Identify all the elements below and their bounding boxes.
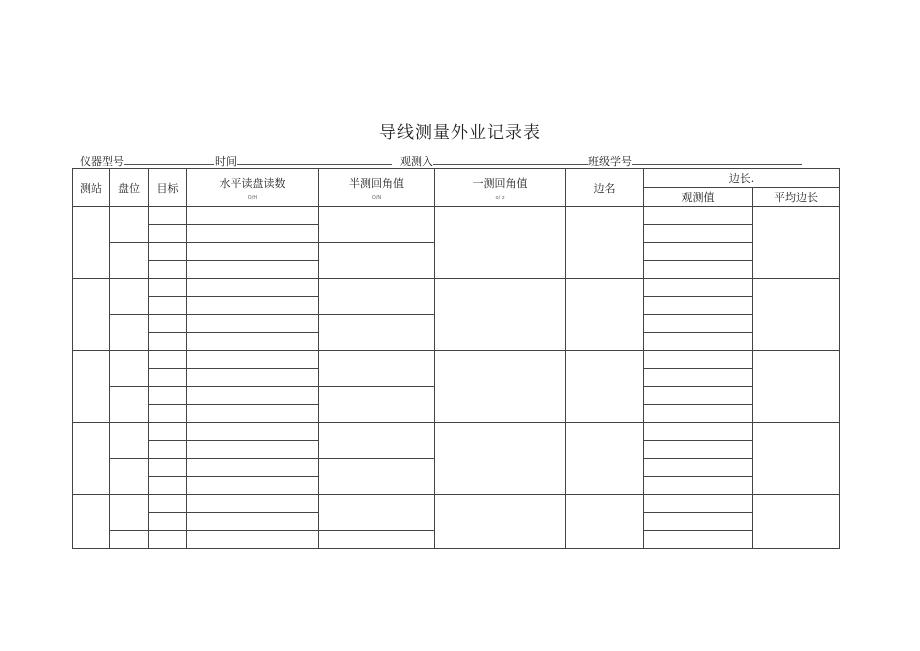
header-full-angle (435, 169, 566, 207)
observed-cell[interactable] (644, 405, 753, 423)
half-angle-cell[interactable] (319, 531, 435, 549)
average-cell[interactable] (753, 495, 840, 549)
face-cell[interactable] (110, 459, 149, 495)
half-angle-cell[interactable] (319, 207, 435, 243)
observed-cell[interactable] (644, 369, 753, 387)
target-cell[interactable] (149, 297, 187, 315)
half-angle-cell[interactable] (319, 423, 435, 459)
header-reading (187, 169, 319, 207)
length-suffix: . (750, 172, 755, 185)
half-angle-cell[interactable] (319, 459, 435, 495)
header-observed: 观测值 (644, 188, 753, 207)
reading-unit: O/H (247, 194, 258, 201)
full-angle-cell[interactable] (435, 495, 566, 549)
reading-cell[interactable] (187, 441, 319, 459)
observed-cell[interactable] (644, 225, 753, 243)
observed-cell[interactable] (644, 333, 753, 351)
average-cell[interactable] (753, 423, 840, 495)
average-cell[interactable] (753, 351, 840, 423)
target-cell[interactable] (149, 261, 187, 279)
side-cell[interactable] (566, 495, 644, 549)
station-cell[interactable] (73, 423, 110, 495)
reading-cell[interactable] (187, 207, 319, 225)
class-id-label: 班级学号 (588, 155, 632, 168)
face-cell[interactable] (110, 423, 149, 459)
observed-cell[interactable] (644, 459, 753, 477)
face-cell[interactable] (110, 315, 149, 351)
target-cell[interactable] (149, 369, 187, 387)
reading-cell[interactable] (187, 261, 319, 279)
target-cell[interactable] (149, 513, 187, 531)
target-cell[interactable] (149, 333, 187, 351)
reading-cell[interactable] (187, 279, 319, 297)
observed-cell[interactable] (644, 279, 753, 297)
target-cell[interactable] (149, 207, 187, 225)
reading-cell[interactable] (187, 243, 319, 261)
length-label: 边长 (728, 172, 751, 185)
half-angle-unit: O/N (371, 194, 382, 201)
header-face: 盘位 (110, 169, 149, 207)
target-cell[interactable] (149, 279, 187, 297)
reading-cell[interactable] (187, 459, 319, 477)
observed-cell[interactable] (644, 243, 753, 261)
side-cell[interactable] (566, 279, 644, 351)
station-cell[interactable] (73, 495, 110, 549)
face-cell[interactable] (110, 387, 149, 423)
page-title: 导线测量外业记录表 (379, 123, 541, 143)
time-label: 时间 (215, 155, 237, 168)
header-average: 平均边长 (753, 188, 840, 207)
target-cell[interactable] (149, 315, 187, 333)
face-cell[interactable] (110, 207, 149, 243)
average-cell[interactable] (753, 207, 840, 279)
target-cell[interactable] (149, 351, 187, 369)
half-angle-cell[interactable] (319, 315, 435, 351)
reading-cell[interactable] (187, 477, 319, 495)
face-cell[interactable] (110, 351, 149, 387)
time-field[interactable] (215, 153, 392, 169)
observed-cell[interactable] (644, 441, 753, 459)
reading-label: 水平读盘读数 (219, 176, 286, 190)
observed-cell[interactable] (644, 423, 753, 441)
station-cell[interactable] (73, 207, 110, 279)
reading-cell[interactable] (187, 423, 319, 441)
half-angle-cell[interactable] (319, 243, 435, 279)
full-angle-cell[interactable] (435, 279, 566, 351)
reading-cell[interactable] (187, 531, 319, 549)
face-cell[interactable] (110, 531, 149, 549)
full-angle-cell[interactable] (435, 423, 566, 495)
header-target: 目标 (149, 169, 187, 207)
target-cell[interactable] (149, 243, 187, 261)
side-cell[interactable] (566, 351, 644, 423)
observed-cell[interactable] (644, 477, 753, 495)
header-side: 边名 (566, 169, 644, 207)
face-cell[interactable] (110, 495, 149, 531)
half-angle-cell[interactable] (319, 279, 435, 315)
instrument-field[interactable] (80, 153, 214, 169)
half-angle-cell[interactable] (319, 387, 435, 423)
half-angle-cell[interactable] (319, 351, 435, 387)
face-cell[interactable] (110, 243, 149, 279)
class-id-field[interactable] (588, 153, 802, 169)
target-cell[interactable] (149, 405, 187, 423)
instrument-label: 仪器型号 (80, 155, 124, 168)
observer-field[interactable] (400, 153, 588, 169)
half-angle-cell[interactable] (319, 495, 435, 531)
target-cell[interactable] (149, 531, 187, 549)
observed-cell[interactable] (644, 315, 753, 333)
observed-cell[interactable] (644, 531, 753, 549)
reading-cell[interactable] (187, 495, 319, 513)
target-cell[interactable] (149, 495, 187, 513)
station-cell[interactable] (73, 279, 110, 351)
target-cell[interactable] (149, 423, 187, 441)
target-cell[interactable] (149, 225, 187, 243)
reading-cell[interactable] (187, 405, 319, 423)
target-cell[interactable] (149, 387, 187, 405)
observed-cell[interactable] (644, 387, 753, 405)
target-cell[interactable] (149, 441, 187, 459)
full-angle-label: 一测回角值 (472, 176, 528, 190)
reading-cell[interactable] (187, 351, 319, 369)
reading-cell[interactable] (187, 387, 319, 405)
reading-cell[interactable] (187, 225, 319, 243)
reading-cell[interactable] (187, 369, 319, 387)
face-cell[interactable] (110, 279, 149, 315)
reading-cell[interactable] (187, 297, 319, 315)
side-cell[interactable] (566, 207, 644, 279)
header-length (644, 169, 840, 188)
full-angle-cell[interactable] (435, 351, 566, 423)
observed-cell[interactable] (644, 351, 753, 369)
side-cell[interactable] (566, 423, 644, 495)
observed-cell[interactable] (644, 495, 753, 513)
observed-cell[interactable] (644, 513, 753, 531)
record-table (72, 168, 840, 549)
observed-cell[interactable] (644, 297, 753, 315)
header-station: 测站 (73, 169, 110, 207)
target-cell[interactable] (149, 459, 187, 477)
observed-cell[interactable] (644, 207, 753, 225)
average-cell[interactable] (753, 279, 840, 351)
reading-cell[interactable] (187, 315, 319, 333)
reading-cell[interactable] (187, 513, 319, 531)
reading-cell[interactable] (187, 333, 319, 351)
header-half-angle (319, 169, 435, 207)
observed-cell[interactable] (644, 261, 753, 279)
full-angle-unit: o/ z (495, 194, 505, 201)
full-angle-cell[interactable] (435, 207, 566, 279)
station-cell[interactable] (73, 351, 110, 423)
target-cell[interactable] (149, 477, 187, 495)
half-angle-label: 半测回角值 (349, 176, 404, 190)
observer-label: 观测入 (400, 155, 433, 168)
